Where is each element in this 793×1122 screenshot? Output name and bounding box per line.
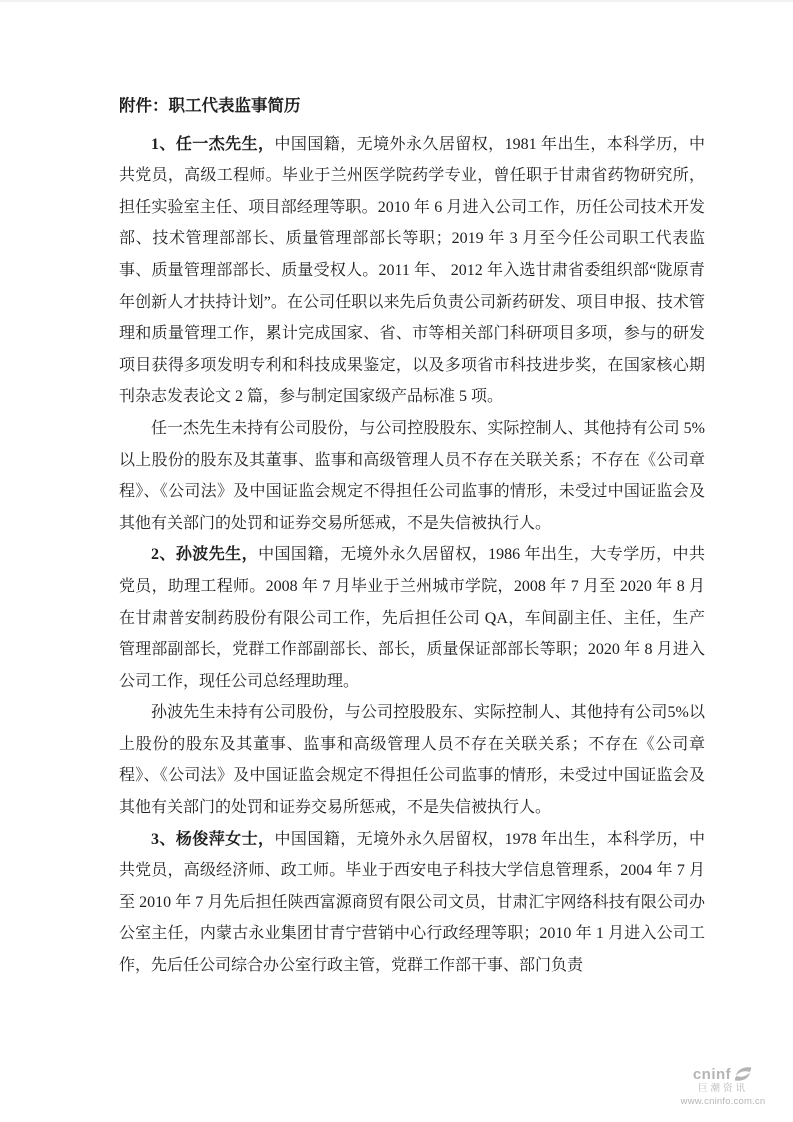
paragraph-4-text: 孙波先生未持有公司股份，与公司控股股东、实际控制人、其他持有公司5%以上股份的股东及其董事、监事和高级管理人员不存在关联关系；不存在《公司章程》、《公司法》及中国证监会规定不得担任公司监事的情形，未受过中国证监会及其他有关部门的处罚和证券交易所惩戒，不是失信被执行人。 bbox=[119, 704, 705, 817]
cninfo-url: www.cninfo.com.cn bbox=[680, 1096, 766, 1108]
cninfo-watermark bbox=[658, 1065, 788, 1108]
paragraph-5-text: 中国国籍，无境外永久居留权，1978 年出生，本科学历，中共党员，高级经济师、政工师。毕业于西安电子科技大学信息管理系，2004 年 7 月至 2010 年 7 月先后担任陕西富源商贸有限公司文员，甘肃汇宇网络科技有限公司办公室主任，内蒙古永业集团甘青宁营销中心行政经理等职；2010 年 1 月进入公司工作，先后任公司综合办公室行政主管，党群工作部干事、部门负责 bbox=[119, 830, 705, 975]
paragraph-1-lead: 1、任一杰先生， bbox=[151, 135, 275, 153]
page-top-edge bbox=[0, 0, 793, 2]
paragraph-5-yang-junping-bio bbox=[119, 824, 705, 982]
paragraph-4-sun-bo-disclosure bbox=[119, 697, 705, 823]
paragraph-2-ren-yijie-disclosure bbox=[119, 413, 705, 539]
paragraph-3-lead: 2、孙波先生， bbox=[151, 546, 259, 564]
cninfo-chinese-name: 巨潮资讯 bbox=[697, 1083, 748, 1095]
paragraph-3-text: 中国国籍，无境外永久居留权，1986 年出生，大专学历，中共党员，助理工程师。2008 年 7 月毕业于兰州城市学院，2008 年 7 月至 2020 年 8 月在甘肃普安制药股份有限公司工作，先后担任公司 QA，车间副主任、主任，生产管理部副部长，党群工作部副部长、部长，质量保证部部长等职；2020 年 8 月进入公司工作，现任公司总经理助理。 bbox=[119, 546, 705, 690]
cninfo-swirl-icon bbox=[733, 1065, 753, 1083]
document-body bbox=[119, 90, 705, 982]
paragraph-1-ren-yijie-bio bbox=[119, 129, 705, 413]
paragraph-1-text: 中国国籍，无境外永久居留权，1981 年出生，本科学历，中共党员，高级工程师。毕业于兰州医学院药学专业，曾任职于甘肃省药物研究所，担任实验室主任、项目部经理等职。2010 年 6 月进入公司工作，历任公司技术开发部、技术管理部部长、质量管理部部长等职；2019 年 3 月至今任公司职工代表监事、质量管理部部长、质量受权人。2011 年、 2012 年入选甘肃省委组织部“陇原青年创新人才扶持计划”。在公司任职以来先后负责公司新药研发、项目申报、技术管理和质量管理工作，累计完成国家、省、市等相关部门科研项目多项，参与的研发项目获得多项发明专利和科技成果鉴定，以及多项省市科技进步奖，在国家核心期刊杂志发表论文 2 篇，参与制定国家级产品标准 5 项。 bbox=[119, 135, 705, 406]
paragraph-2-text: 任一杰先生未持有公司股份，与公司控股股东、实际控制人、其他持有公司 5%以上股份的股东及其董事、监事和高级管理人员不存在关联关系；不存在《公司章程》、《公司法》及中国证监会规定不得担任公司监事的情形，未受过中国证监会及其他有关部门的处罚和证券交易所惩戒，不是失信被执行人。 bbox=[119, 419, 705, 532]
paragraph-5-lead: 3、杨俊萍女士， bbox=[151, 830, 275, 848]
cninfo-logo-text: cninf bbox=[692, 1065, 732, 1083]
document-title: 附件：职工代表监事简历 bbox=[119, 96, 301, 115]
paragraph-3-sun-bo-bio bbox=[119, 539, 705, 697]
